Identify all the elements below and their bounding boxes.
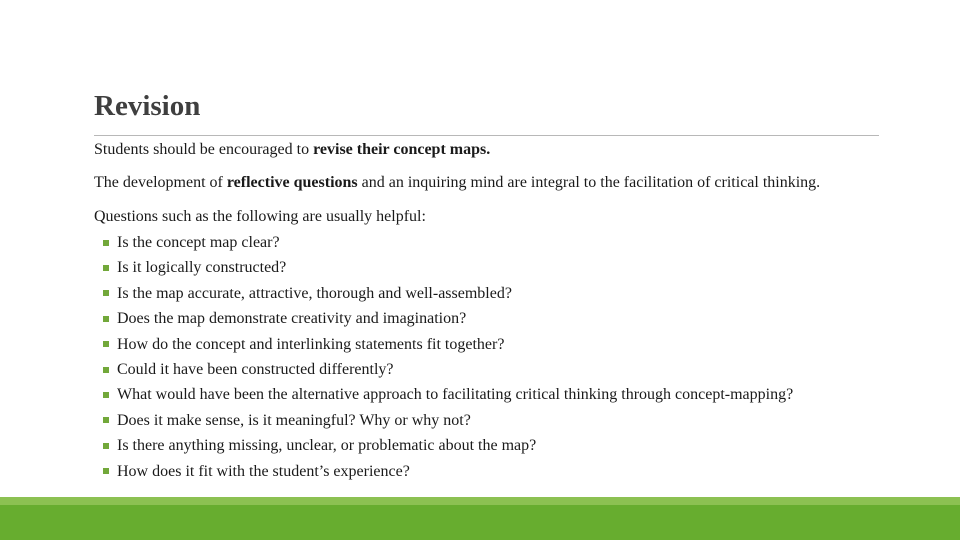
list-item xyxy=(103,408,793,433)
paragraph-reflective-text-start: The development of xyxy=(94,174,227,191)
list-item-text: Is the map accurate, attractive, thorough and well-assembled? xyxy=(117,284,512,302)
list-item xyxy=(103,255,793,280)
square-bullet-icon xyxy=(103,341,109,347)
square-bullet-icon xyxy=(103,367,109,373)
square-bullet-icon xyxy=(103,468,109,474)
paragraph-revise xyxy=(94,139,490,161)
title-divider xyxy=(94,135,879,136)
list-item xyxy=(103,281,793,306)
paragraph-reflective-bold: reflective questions xyxy=(226,174,358,191)
list-item xyxy=(103,433,793,458)
paragraph-revise-text: Students should be encouraged to xyxy=(94,141,314,158)
list-item-text: Does it make sense, is it meaningful? Why or why not? xyxy=(117,411,471,429)
list-item xyxy=(103,357,793,382)
list-item xyxy=(103,306,793,331)
square-bullet-icon xyxy=(103,240,109,246)
question-list xyxy=(103,230,793,484)
paragraph-questions-intro: Questions such as the following are usually helpful: xyxy=(94,208,426,225)
list-item xyxy=(103,382,793,407)
list-item-text: Could it have been constructed differently? xyxy=(117,360,394,378)
list-item-text: Is there anything missing, unclear, or problematic about the map? xyxy=(117,437,537,455)
paragraph-revise-bold: revise their concept maps. xyxy=(313,141,491,158)
list-item-text: How do the concept and interlinking statements fit together? xyxy=(117,335,505,353)
slide-title: Revision xyxy=(94,90,201,122)
footer-bar xyxy=(0,497,960,540)
paragraph-reflective xyxy=(94,172,820,194)
square-bullet-icon xyxy=(103,392,109,398)
list-item-text: Does the map demonstrate creativity and imagination? xyxy=(117,310,467,328)
square-bullet-icon xyxy=(103,290,109,296)
paragraph-reflective-text-end: and an inquiring mind are integral to the facilitation of critical thinking. xyxy=(357,174,821,191)
list-item xyxy=(103,459,793,484)
square-bullet-icon xyxy=(103,316,109,322)
list-item-text: Is the concept map clear? xyxy=(117,234,280,251)
list-item xyxy=(103,230,793,255)
list-item-text: Is it logically constructed? xyxy=(117,259,287,277)
footer-top-strip xyxy=(0,497,960,505)
square-bullet-icon xyxy=(103,443,109,449)
list-item xyxy=(103,332,793,357)
list-item-text: What would have been the alternative approach to facilitating critical thinking through concept-mapping? xyxy=(117,386,794,404)
square-bullet-icon xyxy=(103,417,109,423)
list-item-text: How does it fit with the student’s experience? xyxy=(117,462,410,480)
square-bullet-icon xyxy=(103,265,109,271)
